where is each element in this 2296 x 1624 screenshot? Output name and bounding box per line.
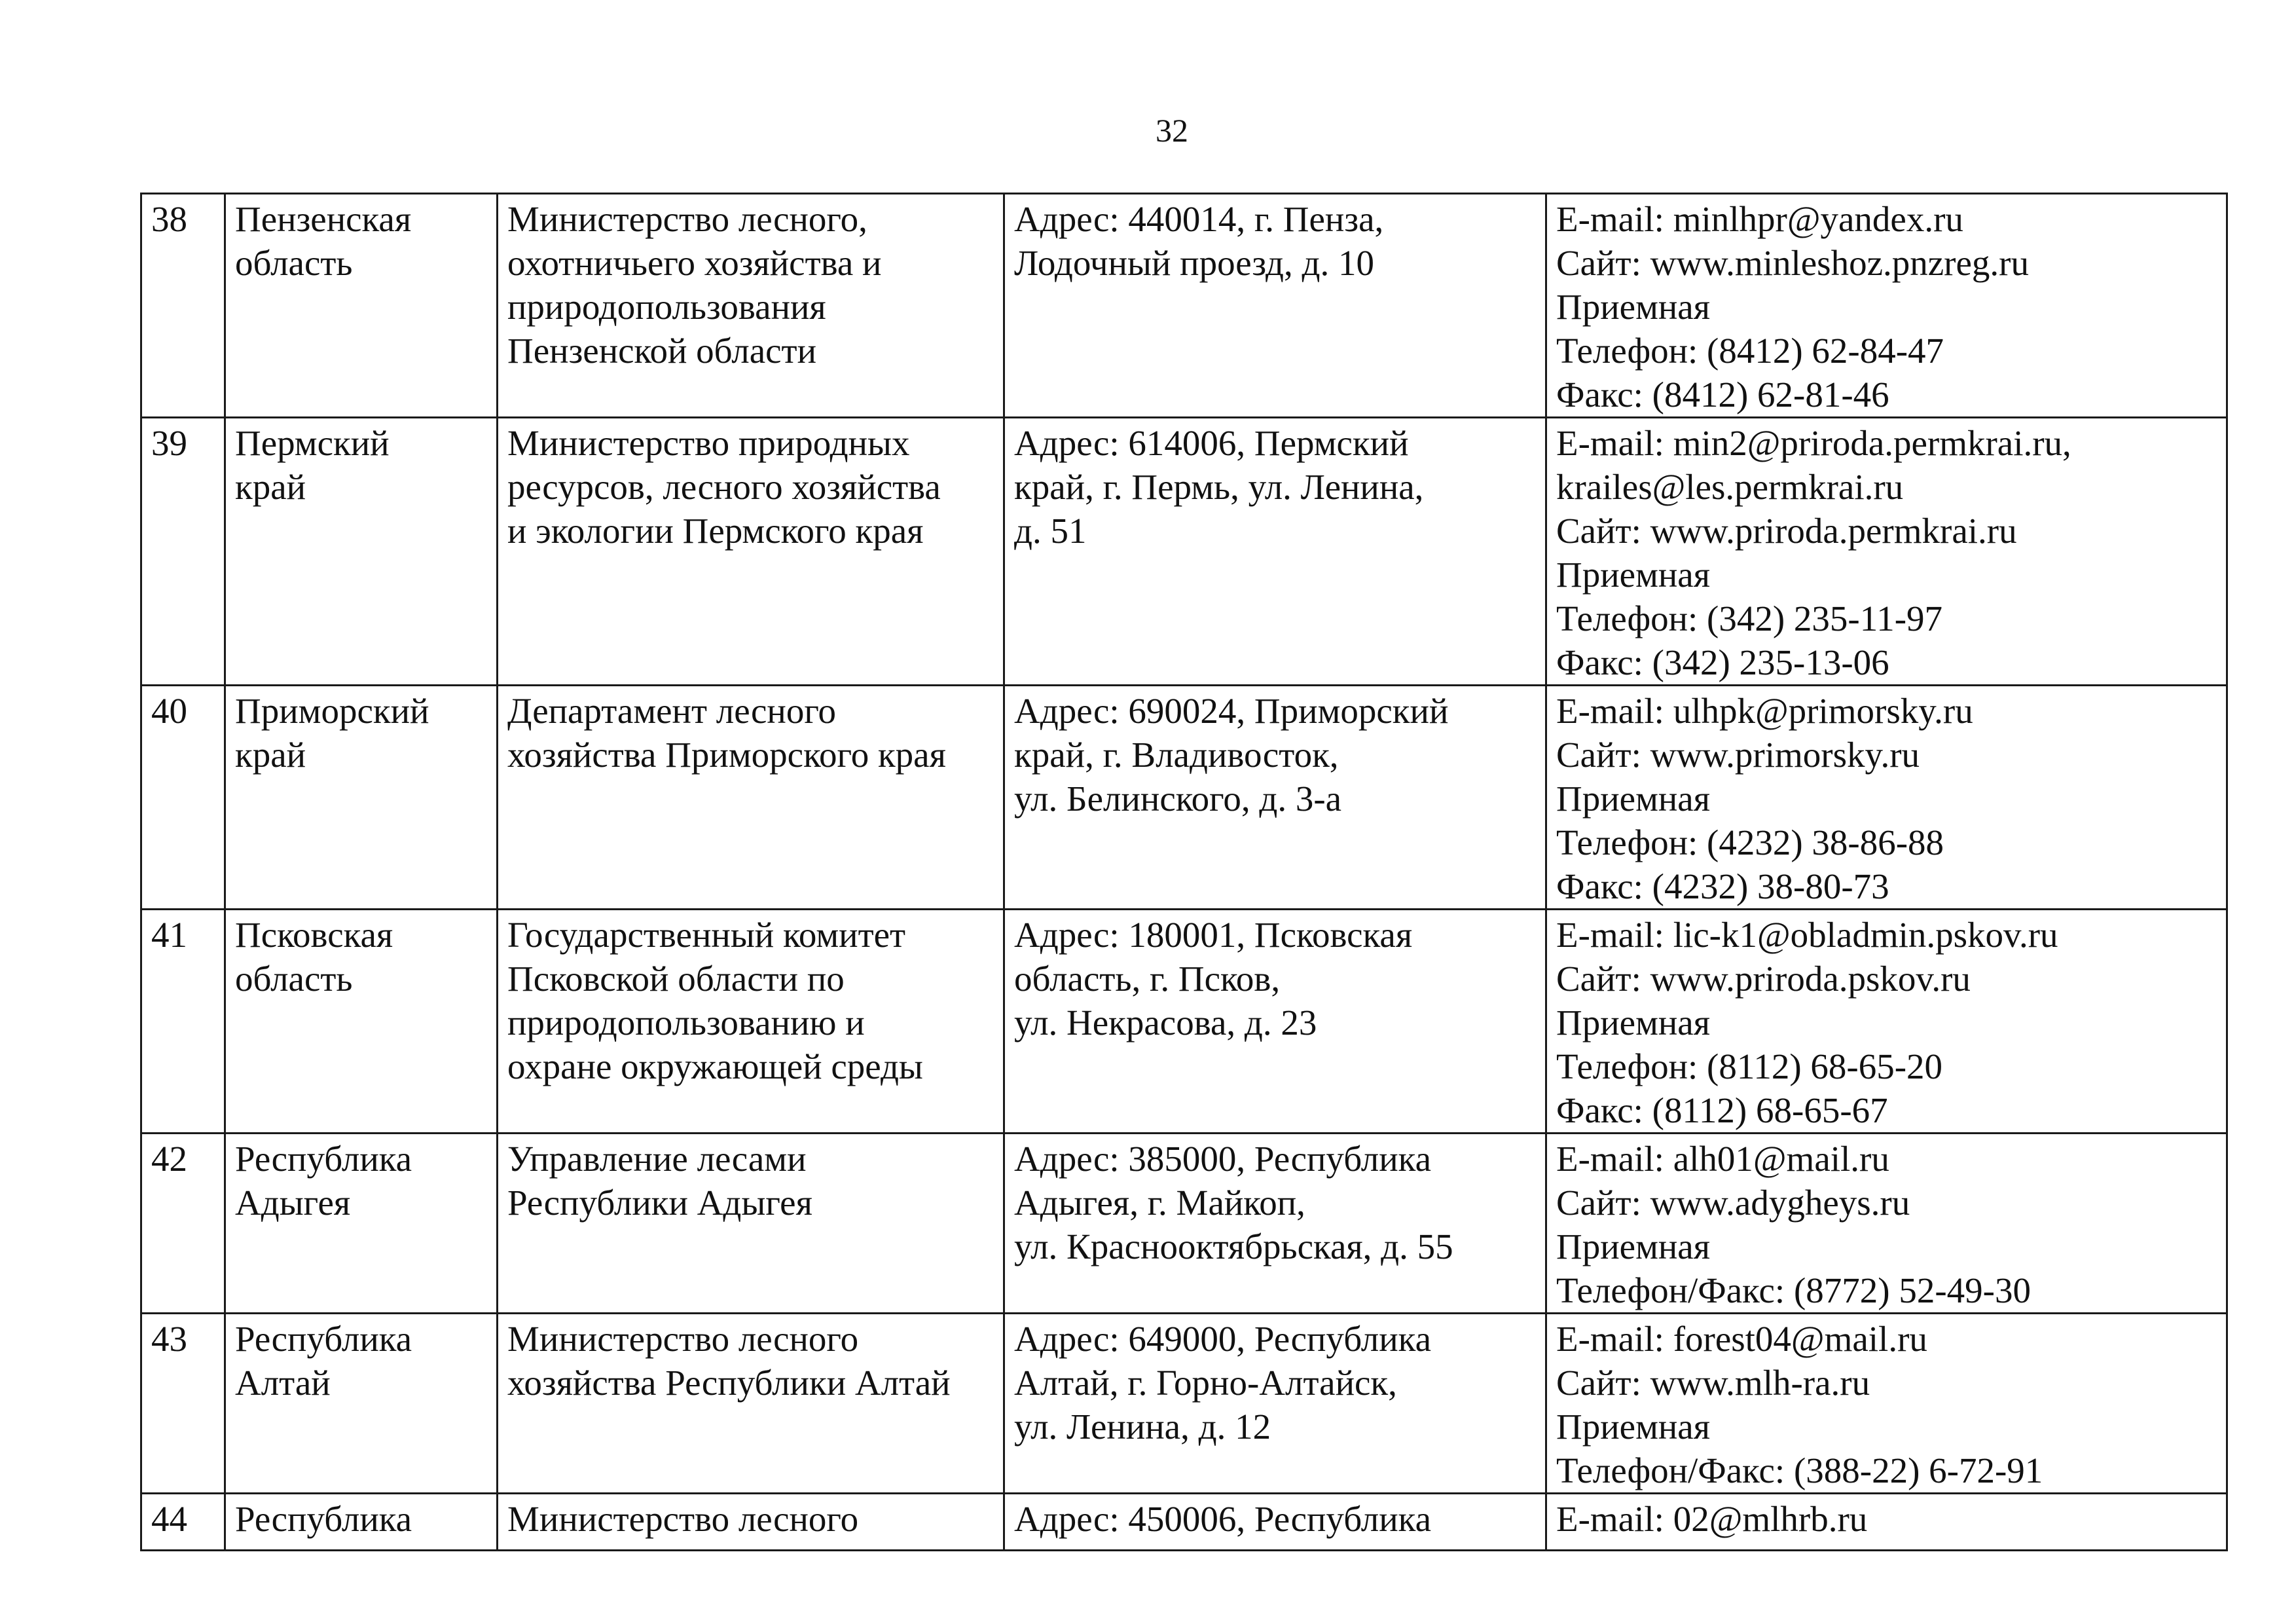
region-line: область [235, 959, 353, 999]
contacts-line: Сайт: www.primorsky.ru [1556, 735, 1920, 775]
region-cell [225, 418, 498, 686]
contacts-line: E-mail: ulhpk@primorsky.ru [1556, 691, 1973, 731]
region-line: край [235, 735, 306, 775]
contacts-cell [1546, 1134, 2227, 1314]
agency-name-line: Управление лесами [507, 1139, 807, 1179]
table-row [141, 910, 2227, 1134]
row-number-cell: 40 [141, 686, 225, 910]
contacts-line: Телефон/Факс: (388-22) 6-72-91 [1556, 1450, 2043, 1490]
contacts-line: Факс: (4232) 38-80-73 [1556, 866, 1889, 906]
row-number-cell: 44 [141, 1494, 225, 1551]
address-cell [1004, 1494, 1546, 1551]
agency-name-line: природопользованию и [507, 1003, 865, 1043]
region-cell [225, 194, 498, 418]
contacts-cell [1546, 910, 2227, 1134]
agency-name-line: хозяйства Приморского края [507, 735, 946, 775]
region-line: Адыгея [235, 1183, 351, 1223]
address-line: Адрес: 614006, Пермский [1014, 423, 1409, 463]
contacts-line: Телефон/Факс: (8772) 52-49-30 [1556, 1270, 2031, 1310]
agency-name-line: Министерство лесного [507, 1499, 859, 1539]
table-row [141, 686, 2227, 910]
table-row [141, 1134, 2227, 1314]
agency-name-cell [498, 418, 1004, 686]
contacts-line: Сайт: www.adygheys.ru [1556, 1183, 1910, 1223]
agency-name-line: Псковской области по [507, 959, 845, 999]
agency-name-cell [498, 1494, 1004, 1551]
contacts-line: Факс: (8412) 62-81-46 [1556, 375, 1889, 415]
contacts-line: E-mail: 02@mlhrb.ru [1556, 1499, 1868, 1539]
contacts-cell [1546, 1314, 2227, 1494]
region-line: Республика [235, 1499, 412, 1539]
address-line: Адрес: 385000, Республика [1014, 1139, 1431, 1179]
row-number-cell: 43 [141, 1314, 225, 1494]
contacts-line: Сайт: www.minleshoz.pnzreg.ru [1556, 243, 2029, 283]
agency-name-line: и экологии Пермского края [507, 511, 924, 551]
address-line: ул. Белинского, д. 3-а [1014, 779, 1342, 819]
agency-name-line: Республики Адыгея [507, 1183, 812, 1223]
address-line: Алтай, г. Горно-Алтайск, [1014, 1363, 1397, 1403]
region-line: Пензенская [235, 199, 412, 239]
table-row [141, 418, 2227, 686]
contacts-cell [1546, 194, 2227, 418]
row-number-cell: 39 [141, 418, 225, 686]
address-cell [1004, 418, 1546, 686]
address-line: Адрес: 180001, Псковская [1014, 915, 1413, 955]
address-cell [1004, 194, 1546, 418]
agency-name-line: Министерство природных [507, 423, 910, 463]
row-number-cell: 41 [141, 910, 225, 1134]
table-row [141, 1314, 2227, 1494]
table-row [141, 194, 2227, 418]
forestry-agencies-table [140, 193, 2228, 1551]
contacts-cell [1546, 686, 2227, 910]
contacts-line: E-mail: lic-k1@obladmin.pskov.ru [1556, 915, 2058, 955]
region-cell [225, 910, 498, 1134]
contacts-cell [1546, 418, 2227, 686]
table-body [141, 194, 2227, 1551]
contacts-line: E-mail: forest04@mail.ru [1556, 1319, 1927, 1359]
contacts-line: Телефон: (4232) 38-86-88 [1556, 822, 1944, 862]
address-line: область, г. Псков, [1014, 959, 1281, 999]
contacts-line: Приемная [1556, 555, 1711, 595]
agency-name-cell [498, 686, 1004, 910]
agency-name-line: Департамент лесного [507, 691, 837, 731]
address-line: д. 51 [1014, 511, 1087, 551]
address-line: ул. Краснооктябрьская, д. 55 [1014, 1227, 1453, 1266]
address-cell [1004, 910, 1546, 1134]
agency-name-line: хозяйства Республики Алтай [507, 1363, 951, 1403]
address-line: Адрес: 450006, Республика [1014, 1499, 1431, 1539]
contacts-line: Факс: (8112) 68-65-67 [1556, 1090, 1888, 1130]
agency-name-cell [498, 1134, 1004, 1314]
address-line: край, г. Пермь, ул. Ленина, [1014, 467, 1424, 507]
agency-name-cell [498, 1314, 1004, 1494]
agency-name-line: Государственный комитет [507, 915, 906, 955]
agency-name-line: Пензенской области [507, 331, 817, 371]
table-row [141, 1494, 2227, 1551]
region-cell [225, 686, 498, 910]
region-cell [225, 1494, 498, 1551]
contacts-line: Приемная [1556, 1407, 1711, 1447]
contacts-line: E-mail: alh01@mail.ru [1556, 1139, 1889, 1179]
address-line: Лодочный проезд, д. 10 [1014, 243, 1375, 283]
contacts-line: Сайт: www.mlh-ra.ru [1556, 1363, 1870, 1403]
contacts-line: Телефон: (8112) 68-65-20 [1556, 1046, 1943, 1086]
contacts-line: Факс: (342) 235-13-06 [1556, 642, 1889, 682]
agency-name-cell [498, 910, 1004, 1134]
address-line: Адрес: 440014, г. Пенза, [1014, 199, 1384, 239]
region-line: Алтай [235, 1363, 331, 1403]
region-line: край [235, 467, 306, 507]
address-line: Адыгея, г. Майкоп, [1014, 1183, 1305, 1223]
region-line: Приморский [235, 691, 429, 731]
contacts-line: Сайт: www.priroda.permkrai.ru [1556, 511, 2017, 551]
address-cell [1004, 1314, 1546, 1494]
agency-name-line: Министерство лесного [507, 1319, 859, 1359]
region-line: Республика [235, 1319, 412, 1359]
agency-name-line: Министерство лесного, [507, 199, 867, 239]
address-line: Адрес: 690024, Приморский [1014, 691, 1449, 731]
address-line: край, г. Владивосток, [1014, 735, 1339, 775]
region-line: Республика [235, 1139, 412, 1179]
agency-name-cell [498, 194, 1004, 418]
contacts-cell [1546, 1494, 2227, 1551]
region-line: Псковская [235, 915, 393, 955]
address-cell [1004, 1134, 1546, 1314]
agency-name-line: охотничьего хозяйства и [507, 243, 882, 283]
region-cell [225, 1314, 498, 1494]
region-line: Пермский [235, 423, 390, 463]
row-number-cell: 42 [141, 1134, 225, 1314]
contacts-line: Приемная [1556, 1003, 1711, 1043]
page-number: 32 [1156, 112, 1188, 149]
contacts-line: Приемная [1556, 287, 1711, 327]
contacts-line: E-mail: min2@priroda.permkrai.ru, [1556, 423, 2071, 463]
row-number-cell: 38 [141, 194, 225, 418]
agency-name-line: природопользования [507, 287, 826, 327]
agency-name-line: охране окружающей среды [507, 1046, 923, 1086]
agency-name-line: ресурсов, лесного хозяйства [507, 467, 941, 507]
contacts-line: Сайт: www.priroda.pskov.ru [1556, 959, 1971, 999]
contacts-line: Приемная [1556, 779, 1711, 819]
region-line: область [235, 243, 353, 283]
address-cell [1004, 686, 1546, 910]
address-line: ул. Ленина, д. 12 [1014, 1407, 1271, 1447]
contacts-line: E-mail: minlhpr@yandex.ru [1556, 199, 1963, 239]
address-line: ул. Некрасова, д. 23 [1014, 1003, 1317, 1043]
contacts-line: Телефон: (8412) 62-84-47 [1556, 331, 1944, 371]
address-line: Адрес: 649000, Республика [1014, 1319, 1431, 1359]
contacts-line: Телефон: (342) 235-11-97 [1556, 599, 1943, 638]
contacts-line: Приемная [1556, 1227, 1711, 1266]
contacts-line: krailes@les.permkrai.ru [1556, 467, 1904, 507]
region-cell [225, 1134, 498, 1314]
